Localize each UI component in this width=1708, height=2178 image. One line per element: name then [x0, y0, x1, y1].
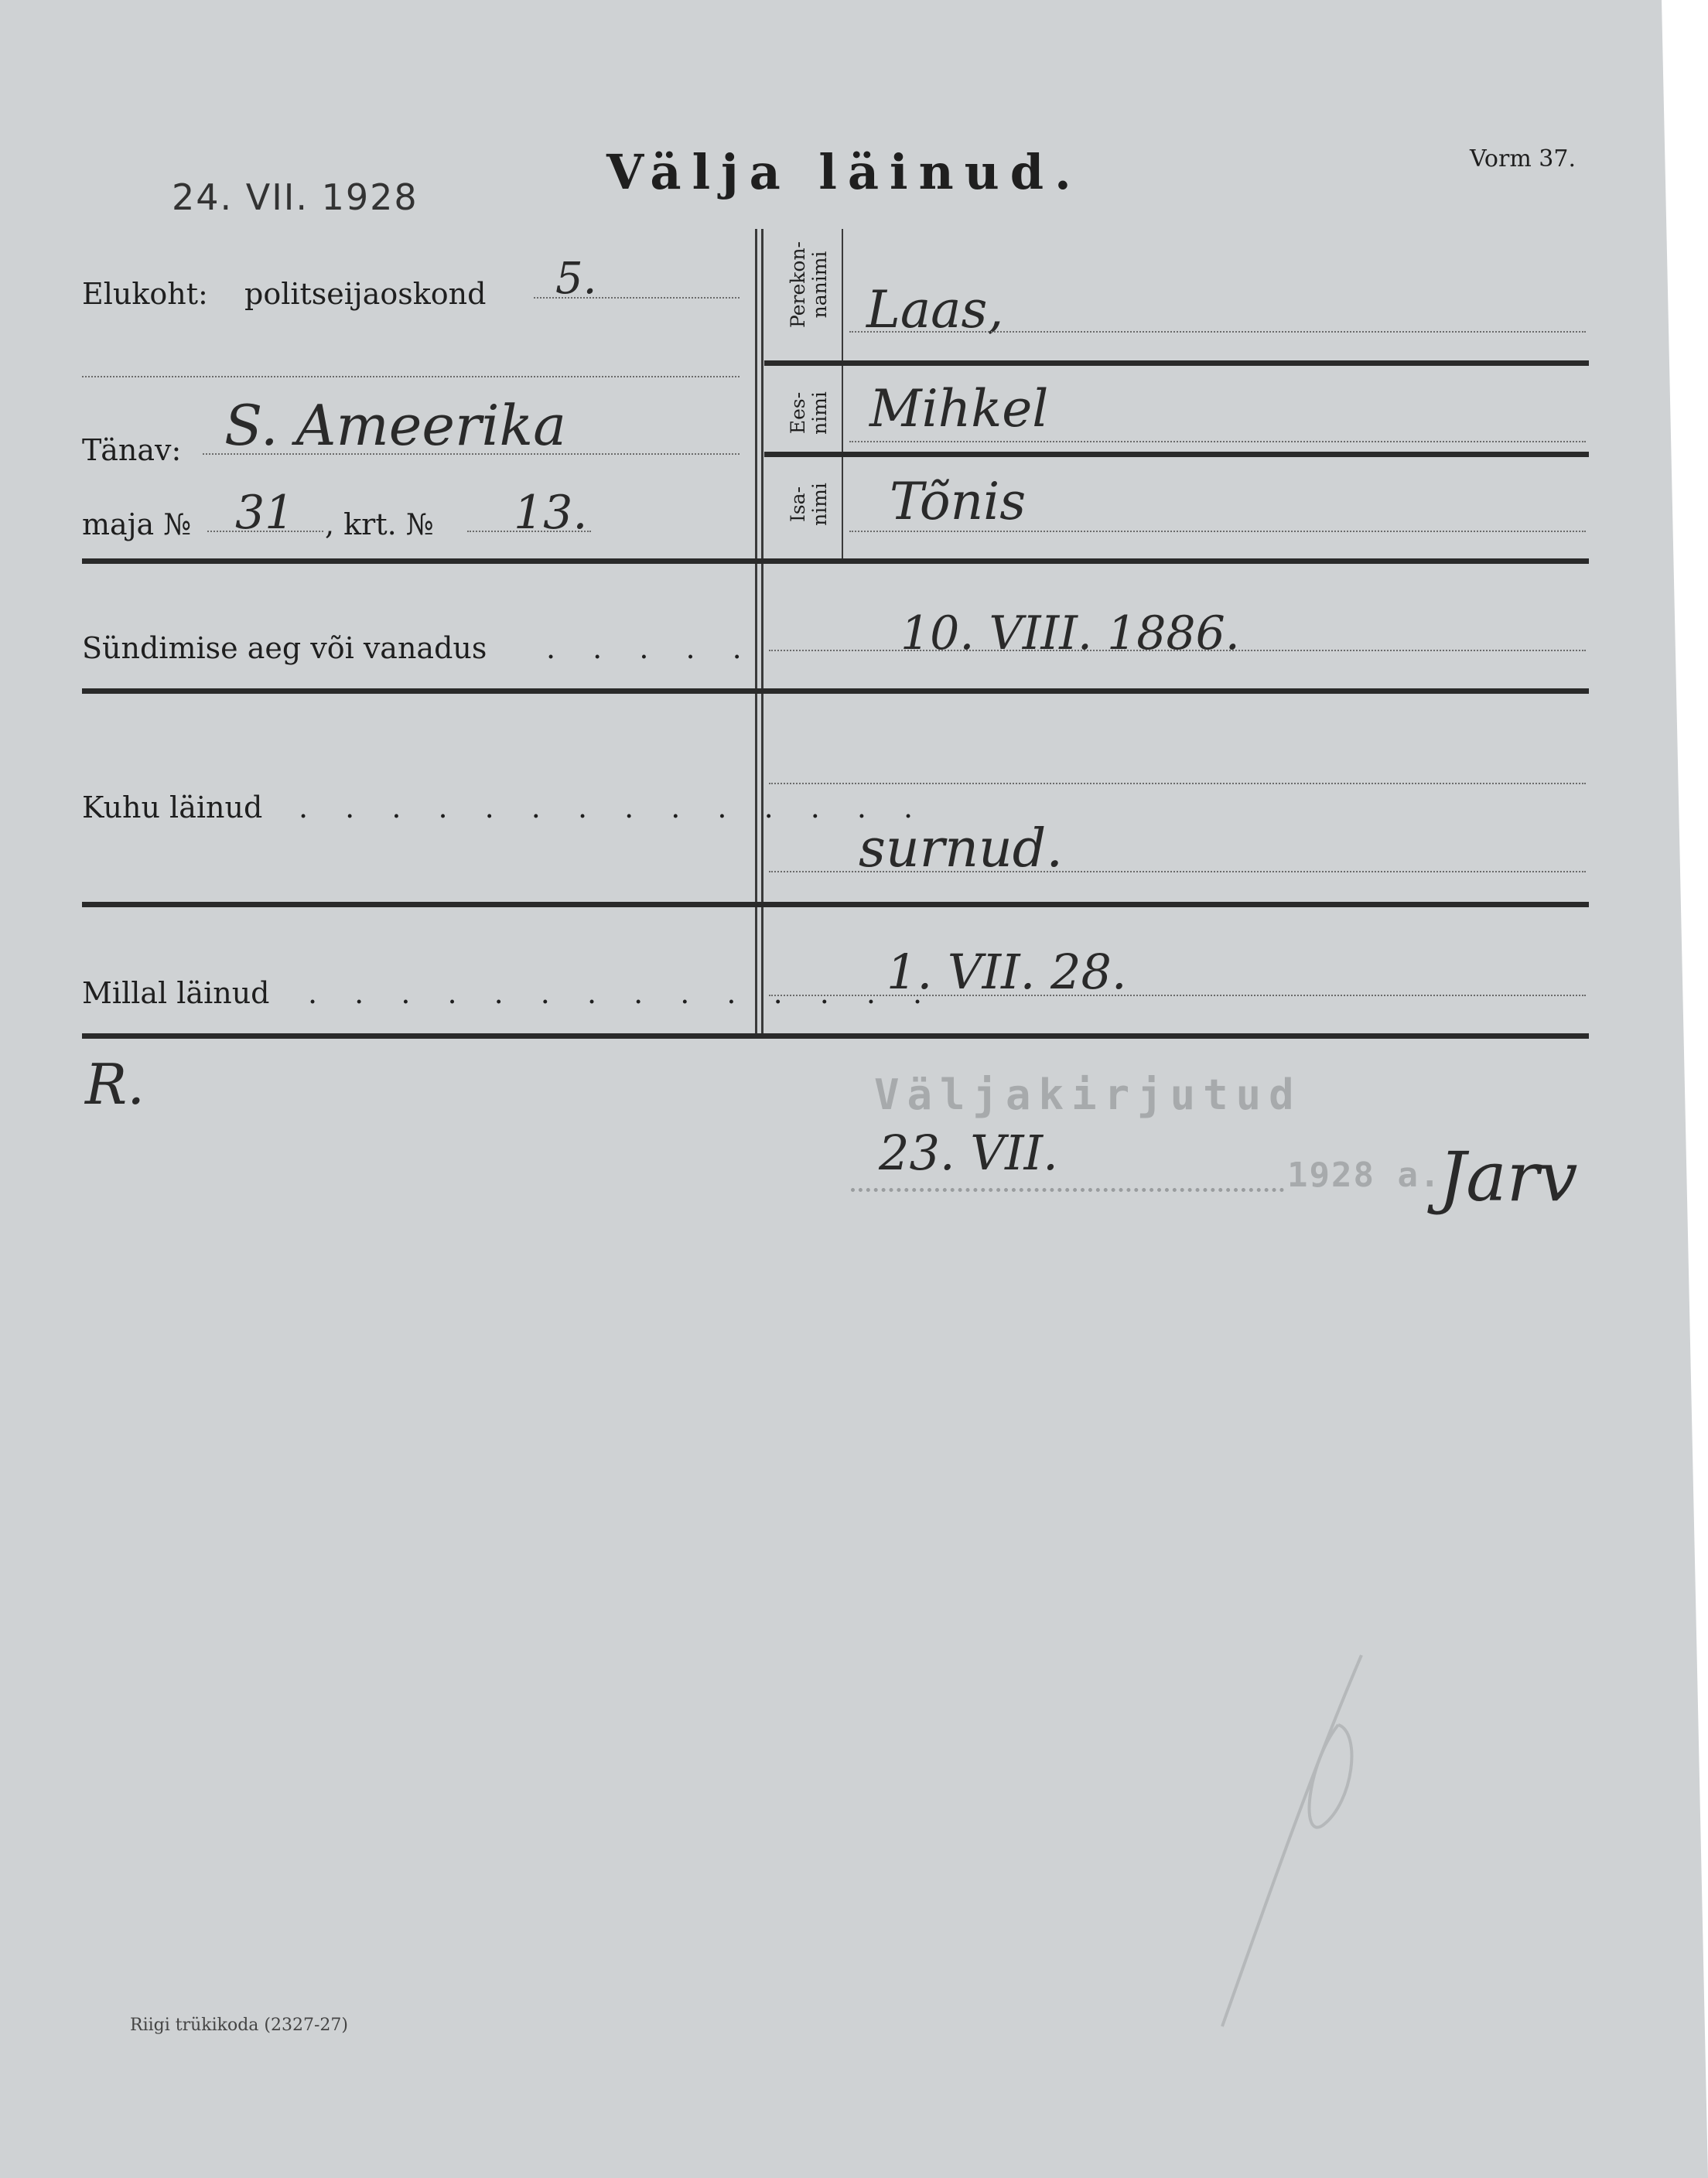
rule-after-millal — [82, 1033, 1589, 1039]
isanimi-line — [849, 531, 1586, 532]
name-label-divider — [842, 229, 843, 560]
tanav-value: S. Ameerika — [224, 393, 567, 458]
millal-value: 1. VII. 28. — [886, 944, 1127, 1000]
maja-value: 31 — [235, 486, 295, 540]
krt-value: 13. — [514, 486, 588, 540]
stamp-title: Väljakirjutud — [874, 1070, 1302, 1119]
printer-imprint: Riigi trükikoda (2327-27) — [130, 2016, 348, 2035]
millal-label: Millal läinud — [82, 976, 270, 1010]
rule-after-address — [82, 558, 1589, 564]
krt-label: , krt. № — [325, 507, 434, 541]
isanimi-value: Tõnis — [890, 472, 1027, 531]
form-title: Välja läinud. — [606, 144, 1082, 200]
politseijaoskond-value: 5. — [555, 254, 597, 304]
politseijaoskond-label: politseijaoskond — [244, 277, 487, 311]
rule-after-sundimise — [82, 688, 1589, 694]
rule-after-eesnimi — [764, 452, 1589, 457]
initial-note: R. — [85, 1052, 145, 1117]
sundimise-value: 10. VIII. 1886. — [900, 606, 1240, 661]
kuhu-dots: . . . . . . . . . . . . . . — [299, 790, 927, 824]
elukoht-label: Elukoht: — [82, 277, 208, 311]
isanimi-label: Isa- nimi — [787, 483, 831, 526]
kuhu-value: surnud. — [859, 818, 1063, 879]
perekonnanimi-value: Laas, — [866, 280, 1004, 340]
stamp-date: 23. VII. — [879, 1125, 1058, 1181]
eesnimi-value: Mihkel — [869, 379, 1049, 439]
sundimise-label: Sündimise aeg või vanadus — [82, 631, 487, 665]
tanav-label: Tänav: — [82, 433, 182, 467]
sundimise-line — [769, 650, 1586, 651]
kuhu-line-2 — [769, 871, 1586, 872]
kuhu-label: Kuhu läinud — [82, 790, 263, 824]
stamp-date-line — [851, 1188, 1284, 1192]
signature: Jarv — [1439, 1137, 1578, 1217]
rule-after-perekonnanimi — [764, 360, 1589, 366]
maja-label: maja № — [82, 507, 192, 541]
millal-dots: . . . . . . . . . . . . . . — [308, 976, 937, 1010]
pencil-mark — [1207, 1640, 1392, 2042]
form-number: Vorm 37. — [1470, 145, 1576, 172]
date-stamp: 24. VII. 1928 — [172, 176, 418, 218]
eesnimi-label: Ees- nimi — [787, 391, 831, 435]
kuhu-line-1 — [769, 783, 1586, 784]
elukoht-extra-line — [82, 376, 740, 377]
eesnimi-line — [849, 441, 1586, 442]
perekonnanimi-line — [849, 331, 1586, 333]
stamp-year: 1928 a. — [1287, 1156, 1442, 1195]
main-column-divider-inner — [761, 229, 763, 1036]
rule-after-kuhu — [82, 902, 1589, 907]
sundimise-dots: . . . . . — [546, 631, 756, 665]
perekonnanimi-label: Perekon- nanimi — [787, 241, 831, 328]
millal-line — [769, 995, 1586, 996]
